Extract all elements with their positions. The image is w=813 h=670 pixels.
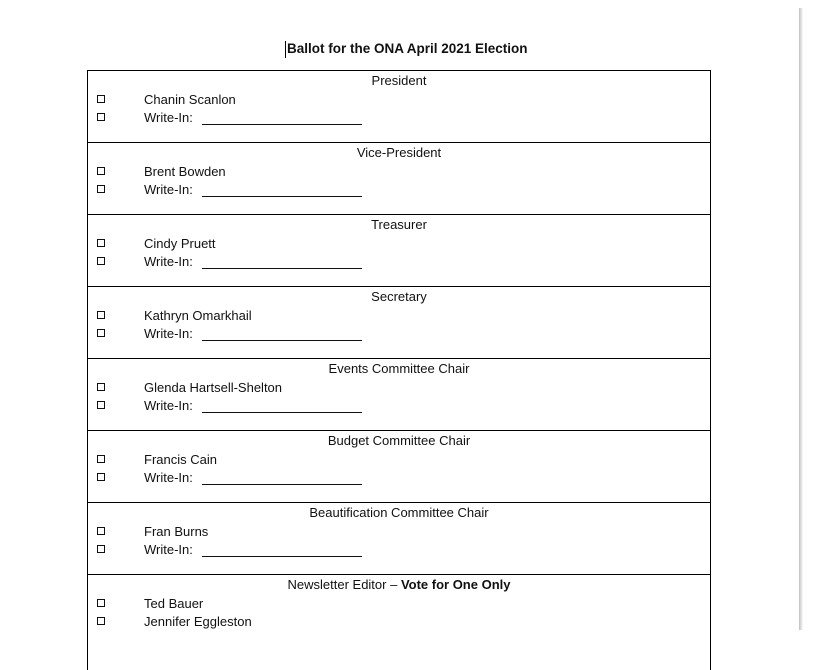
checkbox[interactable] [97, 401, 105, 409]
checkbox[interactable] [97, 473, 105, 481]
checkbox[interactable] [97, 383, 105, 391]
office-title: Events Committee Chair [328, 361, 470, 376]
candidate-name: Glenda Hartsell-Shelton [144, 380, 283, 395]
candidate-name: Fran Burns [144, 524, 209, 539]
write-in-blank[interactable] [202, 196, 362, 197]
write-in-line [88, 469, 710, 487]
write-in-line [88, 109, 710, 127]
checkbox[interactable] [97, 599, 105, 607]
write-in-label: Write-In: [144, 182, 193, 197]
ballot-title: Ballot for the ONA April 2021 Election [287, 41, 528, 56]
candidate-line [88, 307, 710, 325]
checkbox[interactable] [97, 455, 105, 463]
office-row-events-committee-chair [88, 359, 710, 431]
write-in-label: Write-In: [144, 110, 193, 125]
checkbox[interactable] [97, 311, 105, 319]
checkbox[interactable] [97, 257, 105, 265]
office-row-president [88, 71, 710, 143]
candidate-line [88, 595, 710, 613]
checkbox[interactable] [97, 167, 105, 175]
write-in-label: Write-In: [144, 470, 193, 485]
write-in-line [88, 325, 710, 343]
checkbox[interactable] [97, 239, 105, 247]
candidate-name: Brent Bowden [144, 164, 226, 179]
office-title: Vice-President [356, 145, 442, 160]
vote-instruction: Vote for One Only [400, 577, 511, 592]
office-row-budget-committee-chair [88, 431, 710, 503]
write-in-line [88, 541, 710, 559]
checkbox[interactable] [97, 113, 105, 121]
candidate-name: Jennifer Eggleston [144, 614, 252, 629]
checkbox[interactable] [97, 95, 105, 103]
write-in-blank[interactable] [202, 124, 362, 125]
checkbox[interactable] [97, 527, 105, 535]
office-title [88, 577, 710, 593]
ballot-table [87, 70, 711, 670]
write-in-blank[interactable] [202, 340, 362, 341]
checkbox[interactable] [97, 545, 105, 553]
write-in-line [88, 397, 710, 415]
text-cursor [285, 41, 286, 58]
office-title-text: Newsletter Editor – [287, 577, 401, 592]
checkbox[interactable] [97, 329, 105, 337]
write-in-line [88, 253, 710, 271]
candidate-line [88, 235, 710, 253]
write-in-line [88, 181, 710, 199]
office-title: Treasurer [371, 217, 427, 232]
office-row-beautification-committee-chair [88, 503, 710, 575]
candidate-name: Chanin Scanlon [144, 92, 236, 107]
office-row-vice-president [88, 143, 710, 215]
write-in-blank[interactable] [202, 268, 362, 269]
candidate-line [88, 163, 710, 181]
write-in-blank[interactable] [202, 556, 362, 557]
checkbox[interactable] [97, 617, 105, 625]
candidate-line [88, 91, 710, 109]
candidate-line [88, 379, 710, 397]
office-title: Budget Committee Chair [327, 433, 471, 448]
page-shadow [799, 8, 803, 630]
write-in-label: Write-In: [144, 398, 193, 413]
write-in-blank[interactable] [202, 412, 362, 413]
checkbox[interactable] [97, 185, 105, 193]
candidate-line [88, 523, 710, 541]
candidate-name: Kathryn Omarkhail [144, 308, 252, 323]
candidate-line [88, 613, 710, 631]
office-row-treasurer [88, 215, 710, 287]
office-title: President [371, 73, 427, 88]
write-in-label: Write-In: [144, 326, 193, 341]
candidate-name: Cindy Pruett [144, 236, 216, 251]
office-title: Secretary [371, 289, 427, 304]
write-in-blank[interactable] [202, 484, 362, 485]
candidate-line [88, 451, 710, 469]
write-in-label: Write-In: [144, 542, 193, 557]
office-row-newsletter-editor [88, 575, 710, 647]
write-in-label: Write-In: [144, 254, 193, 269]
office-title: Beautification Committee Chair [309, 505, 489, 520]
candidate-name: Francis Cain [144, 452, 217, 467]
office-row-secretary [88, 287, 710, 359]
candidate-name: Ted Bauer [144, 596, 204, 611]
